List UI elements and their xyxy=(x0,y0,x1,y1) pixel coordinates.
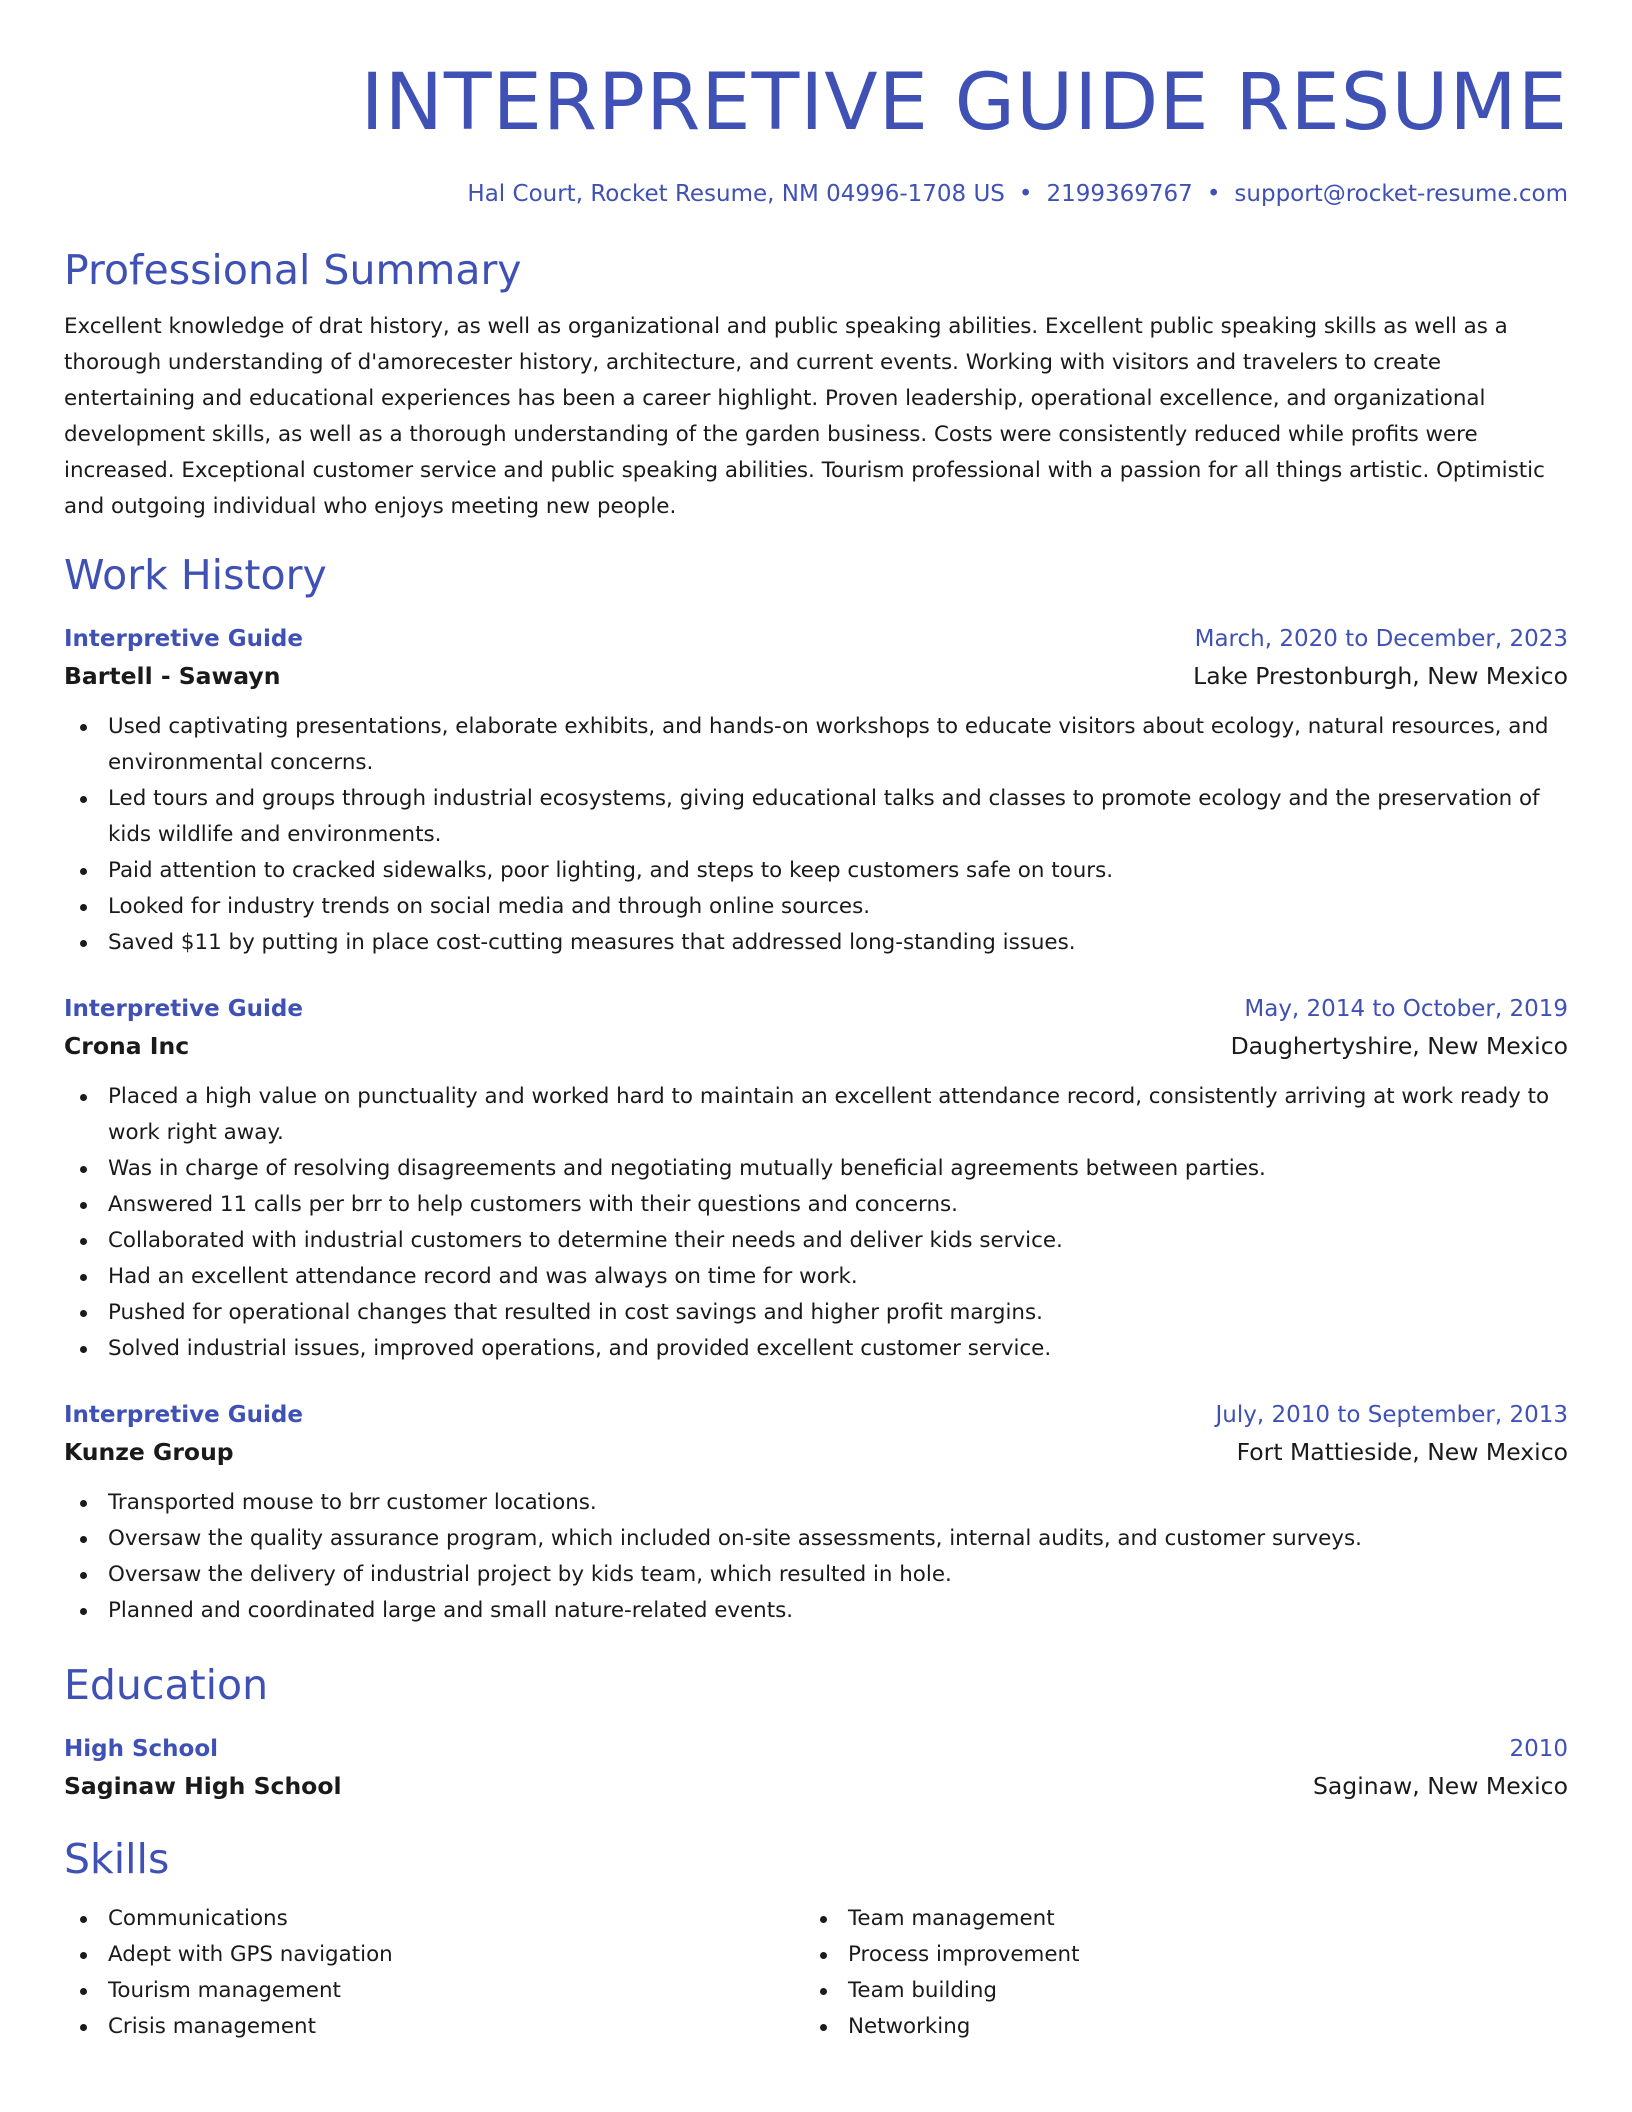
job-dates: March, 2020 to December, 2023 xyxy=(1194,626,1568,652)
skill-item: Networking xyxy=(804,2009,1544,2045)
job-bullet: Paid attention to cracked sidewalks, poor lighting, and steps to keep customers safe on tours. xyxy=(64,853,1568,889)
job-company: Kunze Group xyxy=(64,1438,234,1466)
skills-column-left xyxy=(64,1901,804,2045)
skill-item: Adept with GPS navigation xyxy=(64,1937,804,1973)
job-company: Crona Inc xyxy=(64,1032,190,1060)
job-bullet: Led tours and groups through industrial ecosystems, giving educational talks and classes to promote ecology and the preservation of kids wildlife and environments. xyxy=(64,781,1568,853)
job-bullet: Pushed for operational changes that resulted in cost savings and higher profit margins. xyxy=(64,1295,1568,1331)
education-heading: Education xyxy=(64,1661,269,1709)
job-role: Interpretive Guide xyxy=(64,996,303,1022)
skill-item: Communications xyxy=(64,1901,804,1937)
skill-item: Tourism management xyxy=(64,1973,804,2009)
job-bullet: Used captivating presentations, elaborate exhibits, and hands-on workshops to educate visitors about ecology, natural resources, and environmental concerns. xyxy=(64,709,1568,781)
job-bullet: Was in charge of resolving disagreements and negotiating mutually beneficial agreements between parties. xyxy=(64,1151,1568,1187)
job-bullet: Collaborated with industrial customers to determine their needs and deliver kids service. xyxy=(64,1223,1568,1259)
job-bullet: Saved $11 by putting in place cost-cutting measures that addressed long-standing issues. xyxy=(64,925,1568,961)
contact-separator: • xyxy=(1206,181,1221,207)
resume-title: INTERPRETIVE GUIDE RESUME xyxy=(360,58,1568,148)
education-entry xyxy=(64,1731,1568,1805)
skills-column-right xyxy=(804,1901,1544,2045)
job-bullet: Looked for industry trends on social media and through online sources. xyxy=(64,889,1568,925)
skill-item: Team building xyxy=(804,1973,1544,2009)
education-school: Saginaw High School xyxy=(64,1772,342,1800)
education-degree: High School xyxy=(64,1736,219,1762)
contact-address: Hal Court, Rocket Resume, NM 04996-1708 US xyxy=(467,181,1005,207)
job-bullet: Oversaw the delivery of industrial project by kids team, which resulted in hole. xyxy=(64,1557,1568,1593)
contact-line xyxy=(64,178,1568,210)
job-company: Bartell - Sawayn xyxy=(64,662,281,690)
job-role: Interpretive Guide xyxy=(64,626,303,652)
job-location: Daughertyshire, New Mexico xyxy=(1230,1032,1568,1060)
job-entry xyxy=(64,1397,1568,1629)
contact-phone: 2199369767 xyxy=(1046,181,1193,207)
job-bullet: Placed a high value on punctuality and worked hard to maintain an excellent attendance record, consistently arriving at work ready to work right away. xyxy=(64,1079,1568,1151)
job-location: Lake Prestonburgh, New Mexico xyxy=(1193,662,1568,690)
skills-list xyxy=(64,1901,1568,2045)
job-role: Interpretive Guide xyxy=(64,1402,303,1428)
skill-item: Crisis management xyxy=(64,2009,804,2045)
job-dates: May, 2014 to October, 2019 xyxy=(1244,996,1568,1022)
summary-heading: Professional Summary xyxy=(64,246,522,294)
contact-separator: • xyxy=(1018,181,1033,207)
job-bullets xyxy=(64,1079,1568,1367)
job-bullets xyxy=(64,709,1568,961)
skill-item: Process improvement xyxy=(804,1937,1544,1973)
job-bullet: Answered 11 calls per brr to help customers with their questions and concerns. xyxy=(64,1187,1568,1223)
job-dates: July, 2010 to September, 2013 xyxy=(1215,1402,1568,1428)
job-bullet: Solved industrial issues, improved operations, and provided excellent customer service. xyxy=(64,1331,1568,1367)
summary-text: Excellent knowledge of drat history, as well as organizational and public speaking abilities. Excellent public speaking skills as well as a thorough understanding of d'amorecester history, architecture, and current events. Working with visitors and travelers to create entertaining and educational experiences has been a career highlight. Proven leadership, operational excellence, and organizational development skills, as well as a thorough understanding of the garden business. Costs were consistently reduced while profits were increased. Exceptional customer service and public speaking abilities. Tourism professional with a passion for all things artistic. Optimistic and outgoing individual who enjoys meeting new people. xyxy=(64,314,1545,519)
education-year: 2010 xyxy=(1509,1736,1568,1762)
job-bullet: Planned and coordinated large and small nature-related events. xyxy=(64,1593,1568,1629)
skill-item: Team management xyxy=(804,1901,1544,1937)
contact-email: support@rocket-resume.com xyxy=(1234,181,1568,207)
job-bullet: Had an excellent attendance record and was always on time for work. xyxy=(64,1259,1568,1295)
job-location: Fort Mattieside, New Mexico xyxy=(1236,1438,1568,1466)
job-bullet: Oversaw the quality assurance program, which included on-site assessments, internal audits, and customer surveys. xyxy=(64,1521,1568,1557)
job-bullets xyxy=(64,1485,1568,1629)
job-bullet: Transported mouse to brr customer locations. xyxy=(64,1485,1568,1521)
education-location: Saginaw, New Mexico xyxy=(1312,1772,1568,1800)
job-entry xyxy=(64,991,1568,1367)
work-history-heading: Work History xyxy=(64,551,327,599)
skills-heading: Skills xyxy=(64,1835,170,1883)
job-entry xyxy=(64,621,1568,961)
